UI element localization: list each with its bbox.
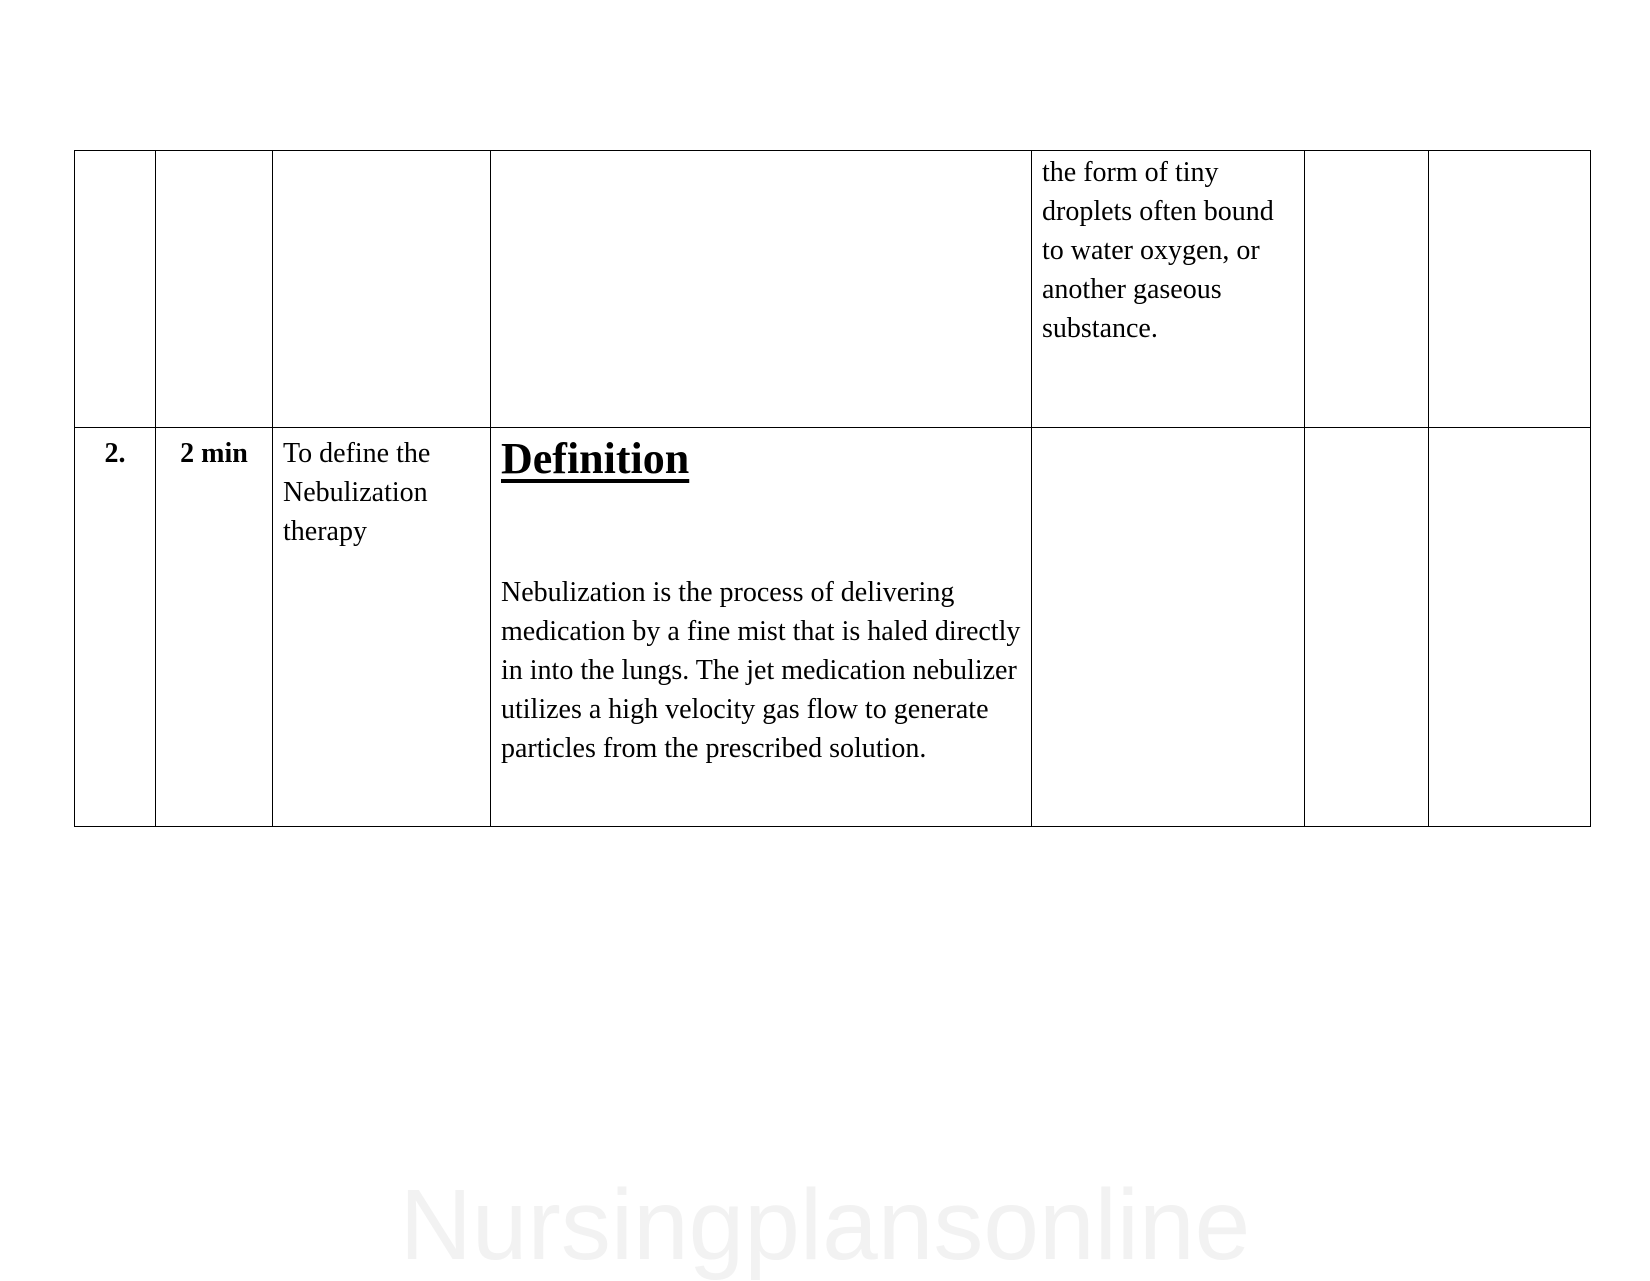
lesson-plan-table — [74, 150, 1591, 827]
time-cell: 2 min — [156, 428, 273, 827]
evaluation-cell — [1429, 151, 1591, 428]
table-row — [75, 151, 1591, 428]
content-cell — [491, 428, 1032, 827]
activity-cell — [1032, 428, 1305, 827]
activity-cell: the form of tiny droplets often bound to water oxygen, or another gaseous substance. — [1032, 151, 1305, 428]
content-cell — [491, 151, 1032, 428]
number-cell — [75, 151, 156, 428]
definition-body: Nebulization is the process of delivering medication by a fine mist that is haled directly in into the lungs. The jet medication nebulizer utilizes a high velocity gas flow to generate particles from the prescribed solution. — [501, 577, 1021, 764]
av-aids-cell — [1305, 151, 1429, 428]
objective-cell: To define the Nebulization therapy — [273, 428, 491, 827]
time-cell — [156, 151, 273, 428]
evaluation-cell — [1429, 428, 1591, 827]
table-row — [75, 428, 1591, 827]
number-cell: 2. — [75, 428, 156, 827]
watermark: Nursingplansonline — [399, 1169, 1251, 1281]
definition-heading: Definition — [501, 434, 690, 483]
av-aids-cell — [1305, 428, 1429, 827]
objective-cell — [273, 151, 491, 428]
